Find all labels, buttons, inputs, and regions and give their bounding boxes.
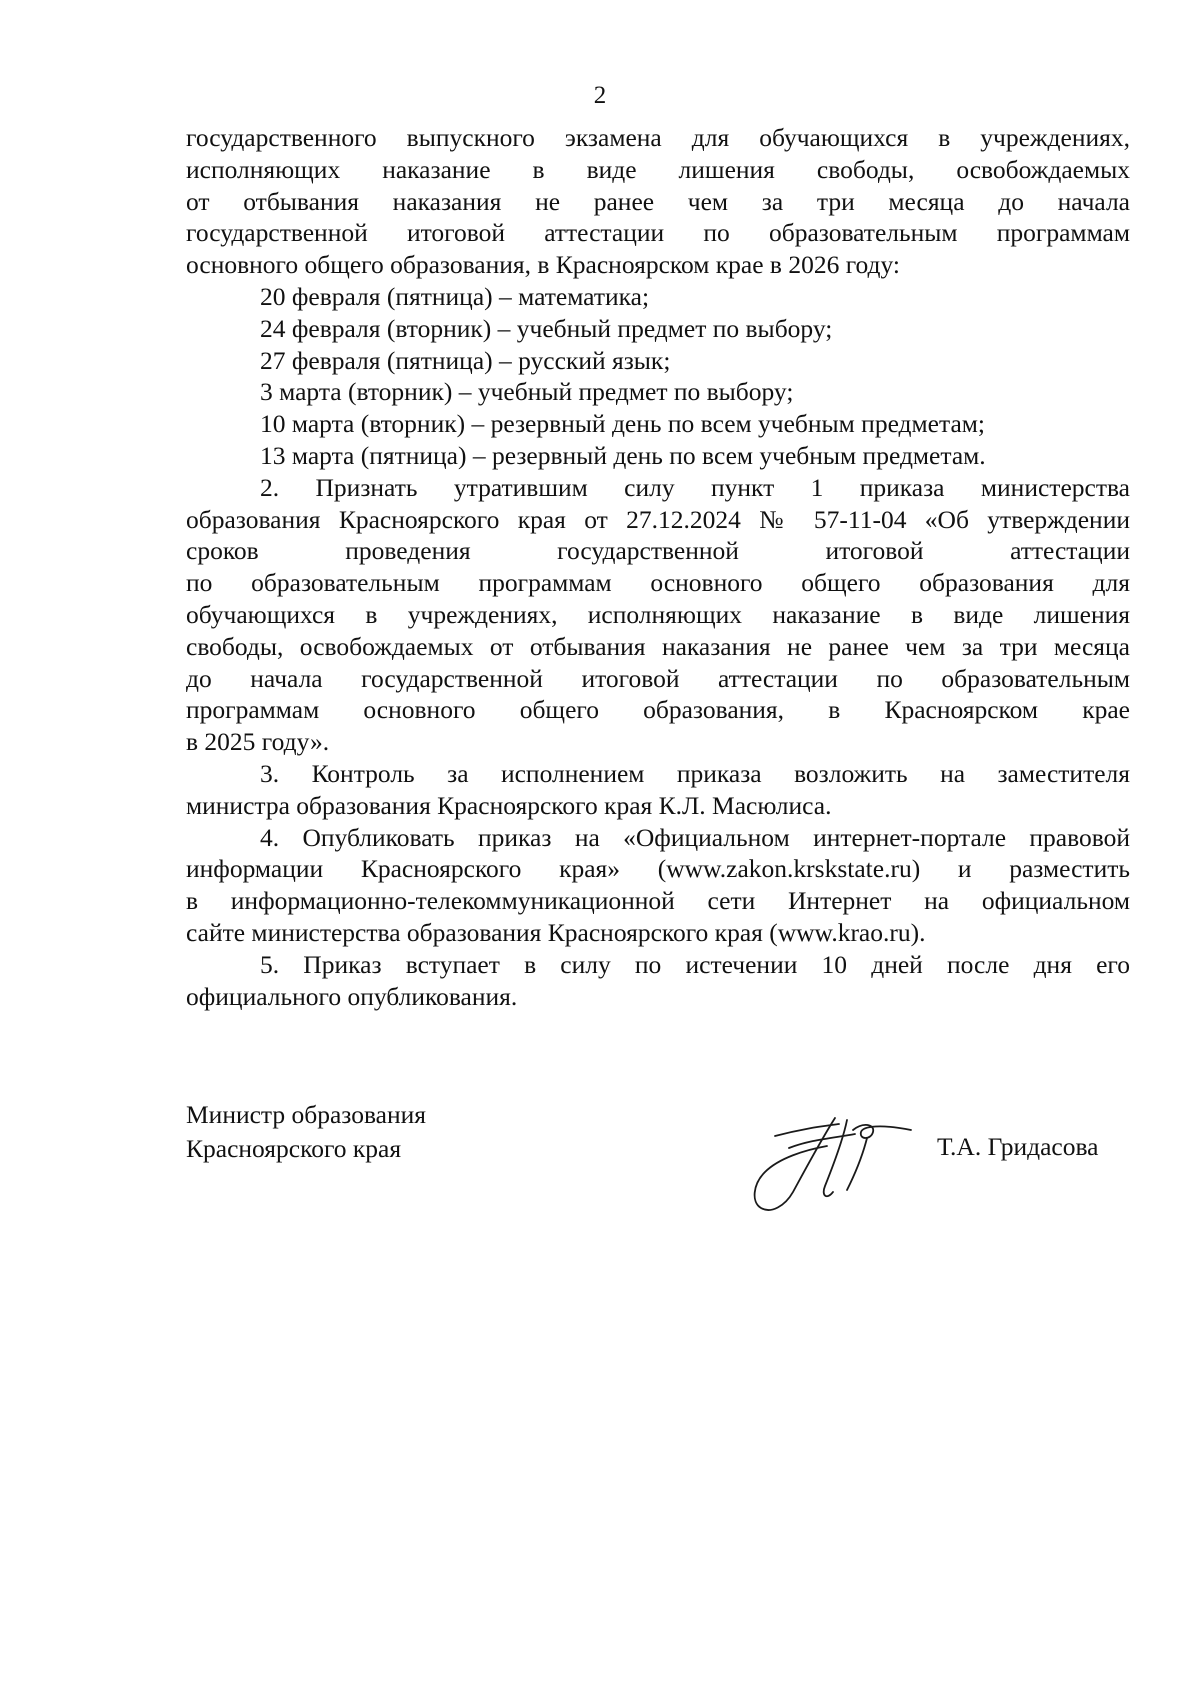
item-2-line: в 2025 году».	[186, 727, 330, 757]
signatory-title-line: Красноярского края	[186, 1134, 402, 1163]
signatory-title-line: Министр образования	[186, 1100, 427, 1129]
item-5-paragraph	[186, 949, 1130, 1013]
schedule-item: 3 марта (вторник) – учебный предмет по выбору;	[260, 377, 794, 407]
item-2-line: свободы, освобождаемых от отбывания наказания не ранее чем за три месяца	[186, 631, 1130, 661]
intro-line: государственного выпускного экзамена для обучающихся в учреждениях,	[186, 123, 1130, 152]
item-2-line: до начала государственной итоговой аттестации по образовательным	[186, 663, 1130, 693]
document-body	[186, 122, 1130, 1012]
item-4-line: информации Красноярского края» (www.zakon.krskstate.ru) и разместить	[186, 854, 1130, 884]
intro-line: исполняющих наказание в виде лишения свободы, освобождаемых	[186, 154, 1130, 184]
schedule-item: 24 февраля (вторник) – учебный предмет по выбору;	[260, 313, 833, 343]
intro-paragraph	[186, 122, 1130, 281]
item-3-line: 3. Контроль за исполнением приказа возложить на заместителя	[260, 758, 1130, 788]
item-4-line: в информационно-телекоммуникационной сети Интернет на официальном	[186, 886, 1130, 916]
exam-schedule-list	[186, 281, 1130, 472]
schedule-item: 20 февраля (пятница) – математика;	[260, 281, 650, 311]
item-2-line: сроков проведения государственной итоговой аттестации	[186, 536, 1130, 566]
intro-line: государственной итоговой аттестации по образовательным программам	[186, 218, 1130, 248]
item-3-line: министра образования Красноярского края К.Л. Масюлиса.	[186, 790, 832, 820]
schedule-item: 27 февраля (пятница) – русский язык;	[260, 345, 671, 375]
item-2-line: обучающихся в учреждениях, исполняющих наказание в виде лишения	[186, 599, 1130, 629]
intro-line: основного общего образования, в Красноярском крае в 2026 году:	[186, 250, 901, 280]
item-2-line: 2. Признать утратившим силу пункт 1 приказа министерства	[260, 472, 1130, 502]
item-2-line: образования Красноярского края от 27.12.2024 № 57-11-04 «Об утверждении	[186, 504, 1130, 534]
item-4-paragraph	[186, 822, 1130, 949]
handwritten-signature-icon	[735, 1110, 915, 1220]
signatory-title	[186, 1098, 426, 1166]
item-2-paragraph	[186, 472, 1130, 758]
item-5-line: 5. Приказ вступает в силу по истечении 10 дней после дня его	[260, 949, 1130, 979]
page-number: 2	[593, 82, 607, 109]
signatory-name: Т.А. Гридасова	[937, 1132, 1099, 1161]
schedule-item: 10 марта (вторник) – резервный день по всем учебным предметам;	[260, 409, 985, 439]
item-4-line: сайте министерства образования Красноярского края (www.krao.ru).	[186, 917, 926, 947]
item-5-line: официального опубликования.	[186, 981, 518, 1011]
item-2-line: программам основного общего образования, в Красноярском крае	[186, 695, 1130, 725]
item-3-paragraph	[186, 758, 1130, 822]
item-4-line: 4. Опубликовать приказ на «Официальном интернет-портале правовой	[260, 822, 1130, 852]
item-2-line: по образовательным программам основного общего образования для	[186, 568, 1130, 598]
intro-line: от отбывания наказания не ранее чем за три месяца до начала	[186, 186, 1130, 216]
schedule-item: 13 марта (пятница) – резервный день по всем учебным предметам.	[260, 440, 986, 470]
